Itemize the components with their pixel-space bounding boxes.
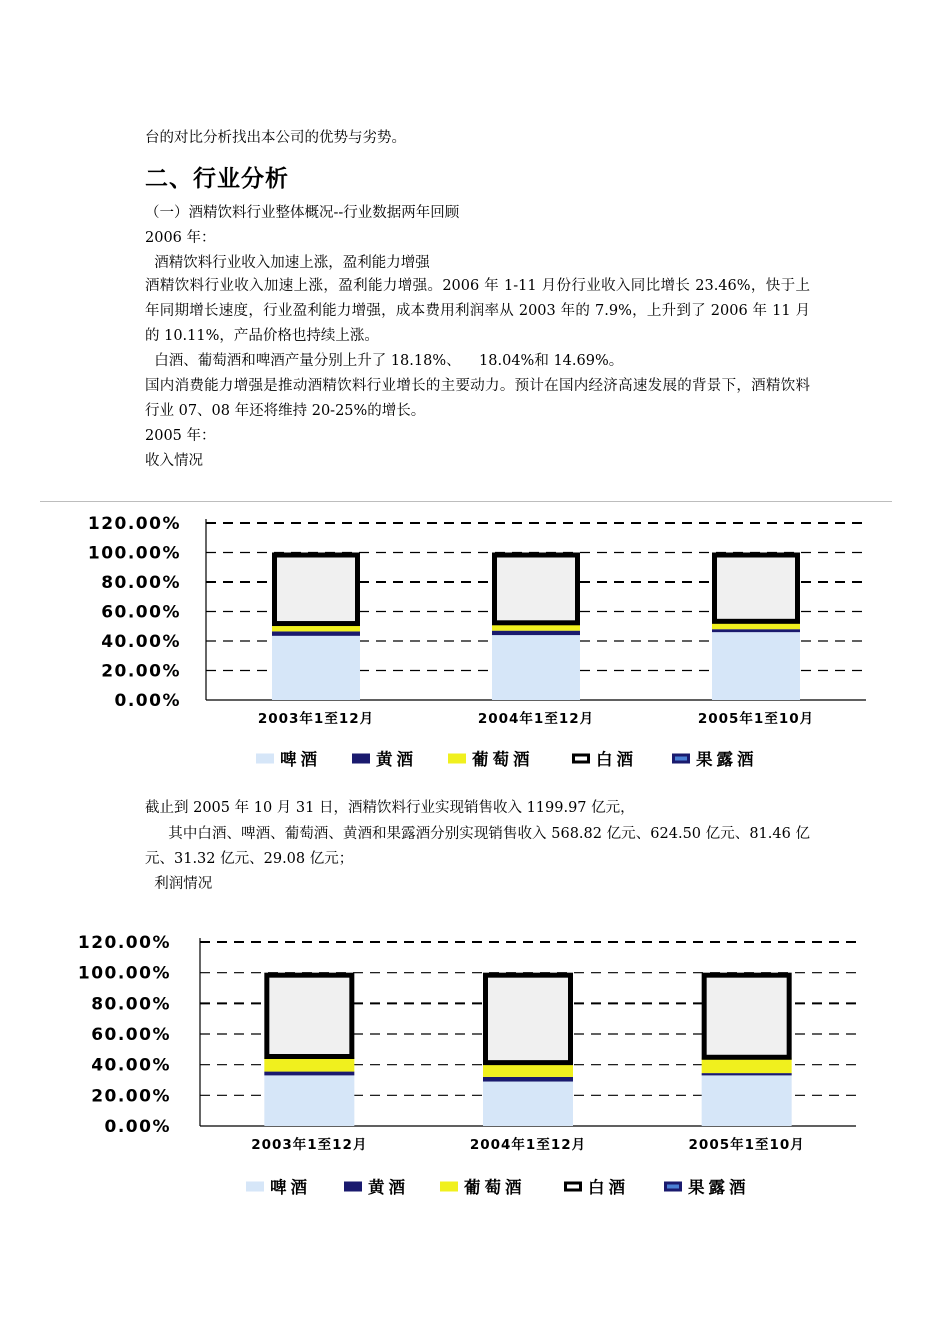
x-tick-label: 2003年1至12月 (257, 711, 375, 727)
y-tick-label: 80.00% (101, 573, 181, 593)
y-tick-label: 60.00% (91, 1025, 171, 1045)
x-tick-label: 2003年1至12月 (251, 1137, 368, 1153)
bar-segment-2 (264, 1057, 354, 1072)
legend-swatch (440, 1182, 458, 1192)
profit-label: 利润情况 (145, 876, 213, 892)
legend-swatch (246, 1182, 264, 1192)
y-tick-label: 60.00% (101, 602, 181, 623)
bar-segment-1 (492, 631, 580, 635)
legend-swatch-baijiu (574, 755, 589, 762)
legend-label: 黄酒 (376, 750, 417, 769)
bar-segment-0 (712, 632, 800, 700)
legend-swatch-baijiu (566, 1183, 581, 1190)
profit-chart (0, 920, 950, 1220)
legend-swatch-guolu-inner (667, 1185, 679, 1189)
section-heading: 二、行业分析 (145, 166, 289, 192)
bar-segment-0 (492, 635, 580, 700)
legend-label: 葡萄酒 (464, 1178, 526, 1197)
bar-segment-baijiu (495, 555, 578, 623)
y-tick-label: 40.00% (91, 1055, 171, 1076)
horizontal-rule (40, 501, 892, 502)
y-tick-label: 100.00% (77, 963, 171, 984)
y-tick-label: 120.00% (87, 514, 181, 534)
legend-label: 果露酒 (688, 1178, 750, 1197)
y-tick-label: 20.00% (101, 661, 181, 682)
legend-label: 啤酒 (280, 750, 321, 769)
bar-segment-baijiu (715, 555, 798, 621)
legend-swatch-guolu-inner (675, 757, 687, 761)
x-tick-label: 2004年1至12月 (469, 1137, 587, 1153)
bar-segment-2 (702, 1058, 792, 1073)
legend-swatch (352, 754, 370, 764)
bar-segment-0 (264, 1075, 354, 1126)
paragraph-2006-output: 白酒、葡萄酒和啤酒产量分别上升了 18.18%、 18.04%和 14.69%。 (145, 353, 624, 369)
y-tick-label: 80.00% (91, 994, 171, 1015)
bar-segment-1 (712, 629, 800, 632)
legend-label: 白酒 (596, 750, 637, 769)
bar-segment-0 (483, 1082, 573, 1126)
bar-segment-baijiu (486, 975, 571, 1062)
income-chart (0, 505, 950, 795)
y-tick-label: 0.00% (104, 1117, 171, 1137)
legend-label: 葡萄酒 (472, 750, 534, 769)
legend-label: 果露酒 (696, 750, 758, 769)
legend-label: 啤酒 (270, 1178, 311, 1197)
bar-segment-1 (264, 1072, 354, 1076)
legend-swatch (448, 754, 466, 764)
bar-segment-0 (272, 636, 360, 700)
bar-segment-baijiu (275, 555, 358, 624)
legend-label: 黄酒 (368, 1178, 409, 1197)
year-2005-label: 2005 年： (145, 428, 216, 444)
year-2006-label: 2006 年： (145, 230, 216, 246)
income-label: 收入情况 (145, 453, 203, 469)
y-tick-label: 40.00% (101, 632, 181, 652)
y-tick-label: 120.00% (77, 933, 171, 953)
legend-label: 白酒 (588, 1178, 629, 1197)
bar-segment-baijiu (267, 975, 352, 1056)
paragraph-2005-sales: 截止到 2005 年 10 月 31 日，酒精饮料行业实现销售收入 1199.97 亿元， (145, 800, 635, 816)
legend-swatch (344, 1182, 362, 1192)
bar-segment-baijiu (704, 975, 789, 1057)
x-tick-label: 2004年1至12月 (477, 711, 595, 727)
bar-segment-0 (702, 1075, 792, 1126)
y-tick-label: 20.00% (91, 1086, 171, 1107)
x-tick-label: 2005年1至10月 (697, 711, 815, 727)
y-tick-label: 100.00% (87, 543, 181, 564)
summary-2006: 酒精饮料行业收入加速上涨，盈利能力增强 (145, 255, 430, 271)
bar-segment-1 (483, 1077, 573, 1082)
bar-segment-2 (483, 1063, 573, 1077)
subsection-heading: （一）酒精饮料行业整体概况--行业数据两年回顾 (145, 205, 460, 221)
bar-segment-1 (702, 1073, 792, 1075)
paragraph-2006-outlook: 国内消费能力增强是推动酒精饮料行业增长的主要动力。预计在国内经济高速发展的背景下，酒精饮料行业 07、08 年还将维持 20-25%的增长。 (145, 378, 810, 419)
y-tick-label: 0.00% (114, 691, 181, 711)
x-tick-label: 2005年1至10月 (688, 1137, 805, 1153)
legend-swatch (256, 754, 274, 764)
text-line-continuation: 台的对比分析找出本公司的优势与劣势。 (145, 130, 406, 146)
paragraph-2006-revenue: 酒精饮料行业收入加速上涨，盈利能力增强。2006 年 1-11 月份行业收入同比增长 23.46%，快于上年同期增长速度，行业盈利能力增强，成本费用利润率从 2003 年的 7.9%，上升到了 2006 年 11 月的 10.11%，产品价格也持续上涨。 (145, 278, 810, 344)
paragraph-2005-breakdown: 其中白酒、啤酒、葡萄酒、黄酒和果露酒分别实现销售收入 568.82 亿元、624.50 亿元、81.46 亿元、31.32 亿元、29.08 亿元； (145, 826, 810, 867)
bar-segment-1 (272, 631, 360, 635)
